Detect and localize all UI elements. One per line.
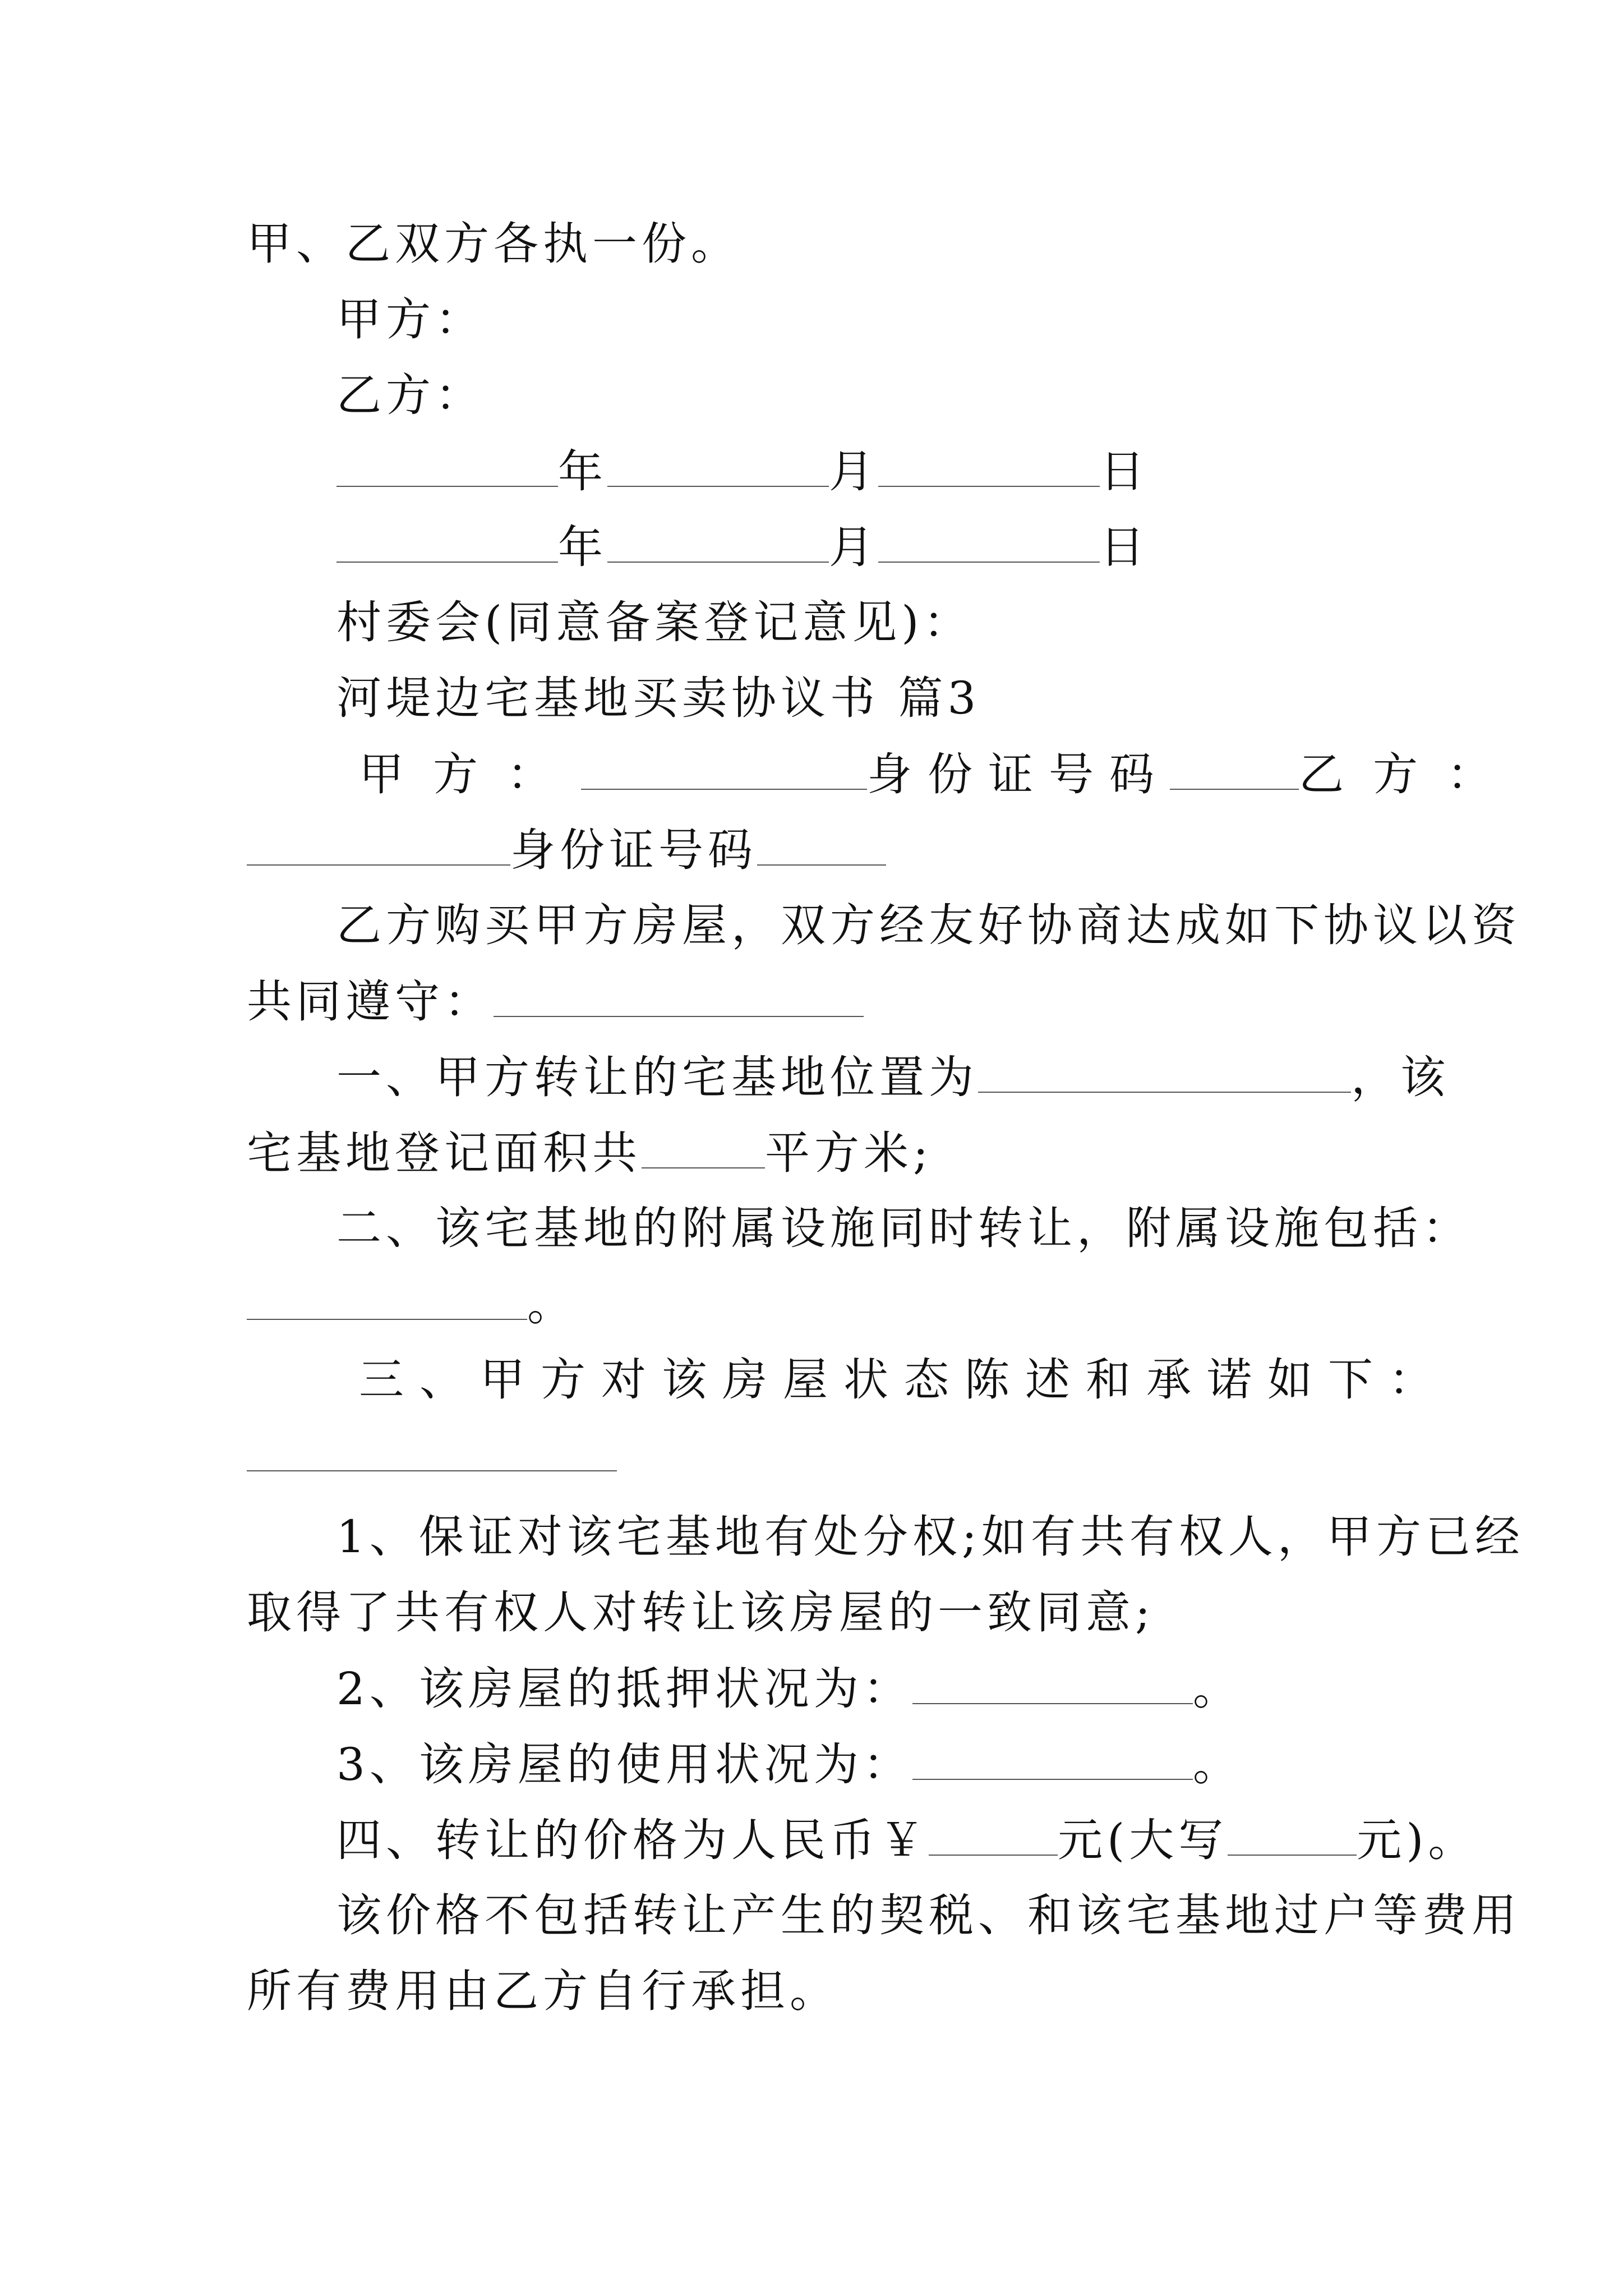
clause-3-item-3 (336, 1736, 1242, 1793)
village-committee-label: 村委会(同意备案登记意见)： (336, 596, 973, 648)
blank-field (978, 1049, 1351, 1093)
date-line (336, 519, 1149, 576)
blank-field (878, 443, 1100, 487)
blank-field (912, 1736, 1193, 1780)
party-b-label: 乙方： (1299, 748, 1521, 800)
text-span: 2、该房屋的抵押状况为： (336, 1663, 912, 1715)
blank-field (929, 1812, 1058, 1856)
text-span: 三、甲方对该房屋状态陈述和承诺如下： (359, 1354, 1449, 1406)
text-span: 一、甲方转让的宅基地位置为 (336, 1051, 978, 1103)
clause-3-item-1-cont: 取得了共有权人对转让该房屋的一致同意; (247, 1586, 1155, 1639)
blank-field (247, 1276, 527, 1320)
id-line (247, 822, 886, 878)
party-a-label: 甲方： (359, 748, 581, 800)
text-span: 。 (1192, 1738, 1242, 1791)
party-b-label: 乙方： (336, 369, 485, 421)
text-span: 3、该房屋的使用状况为： (336, 1738, 912, 1791)
text-span: 平方米; (765, 1127, 933, 1179)
text-span: 共同遵守： (247, 976, 494, 1028)
month-label: 月 (829, 445, 878, 498)
clause-3-blank (247, 1428, 617, 1484)
clause-3-item-2 (336, 1660, 1242, 1717)
blank-field (607, 519, 829, 563)
clause-4-note: 该价格不包括转让产生的契税、和该宅基地过户等费用 (336, 1889, 1521, 1941)
parties-line (359, 746, 1521, 803)
text-span: 元)。 (1357, 1814, 1478, 1866)
blank-field (247, 1428, 617, 1471)
blank-field (336, 443, 558, 487)
text-span: 元(大写 (1058, 1814, 1228, 1866)
id-number-label: 身份证号码 (510, 824, 757, 876)
blank-field (494, 973, 864, 1017)
clause-2-cont (247, 1276, 577, 1333)
blank-field (607, 443, 829, 487)
blank-field (642, 1125, 765, 1168)
blank-field (912, 1660, 1193, 1704)
paragraph-line (247, 973, 864, 1030)
text-span: ，该 (1351, 1051, 1450, 1103)
text-span: 。 (1192, 1663, 1242, 1715)
blank-field (247, 822, 510, 866)
day-label: 日 (1100, 445, 1149, 498)
id-number-label: 身份证号码 (867, 748, 1170, 800)
clause-1-cont (247, 1125, 933, 1181)
text-line: 甲、乙双方各执一份。 (247, 218, 740, 270)
year-label: 年 (558, 445, 607, 498)
blank-field (1170, 746, 1299, 790)
clause-3-item-1: 1、保证对该宅基地有处分权;如有共有权人，甲方已经 (336, 1511, 1524, 1563)
day-label: 日 (1100, 521, 1149, 573)
party-a-label: 甲方： (336, 293, 485, 346)
paragraph-line: 乙方购买甲方房屋，双方经友好协商达成如下协议以资 (336, 899, 1521, 951)
blank-field (1228, 1812, 1357, 1856)
blank-field (757, 822, 886, 866)
blank-field (878, 519, 1100, 563)
clause-3 (359, 1352, 1449, 1408)
text-span: 四、转让的价格为人民币￥ (336, 1814, 929, 1866)
clause-4-note-cont: 所有费用由乙方自行承担。 (247, 1965, 839, 2017)
clause-2: 二、该宅基地的附属设施同时转让，附属设施包括： (336, 1202, 1472, 1254)
blank-field (336, 519, 558, 563)
month-label: 月 (829, 521, 878, 573)
clause-1 (336, 1049, 1450, 1106)
date-line (336, 443, 1149, 500)
clause-4 (336, 1812, 1477, 1869)
section-heading: 河堤边宅基地买卖协议书 篇3 (336, 672, 981, 724)
blank-field (581, 746, 867, 790)
text-span: 宅基地登记面积共 (247, 1127, 642, 1179)
year-label: 年 (558, 521, 607, 573)
text-span: 。 (527, 1278, 577, 1331)
